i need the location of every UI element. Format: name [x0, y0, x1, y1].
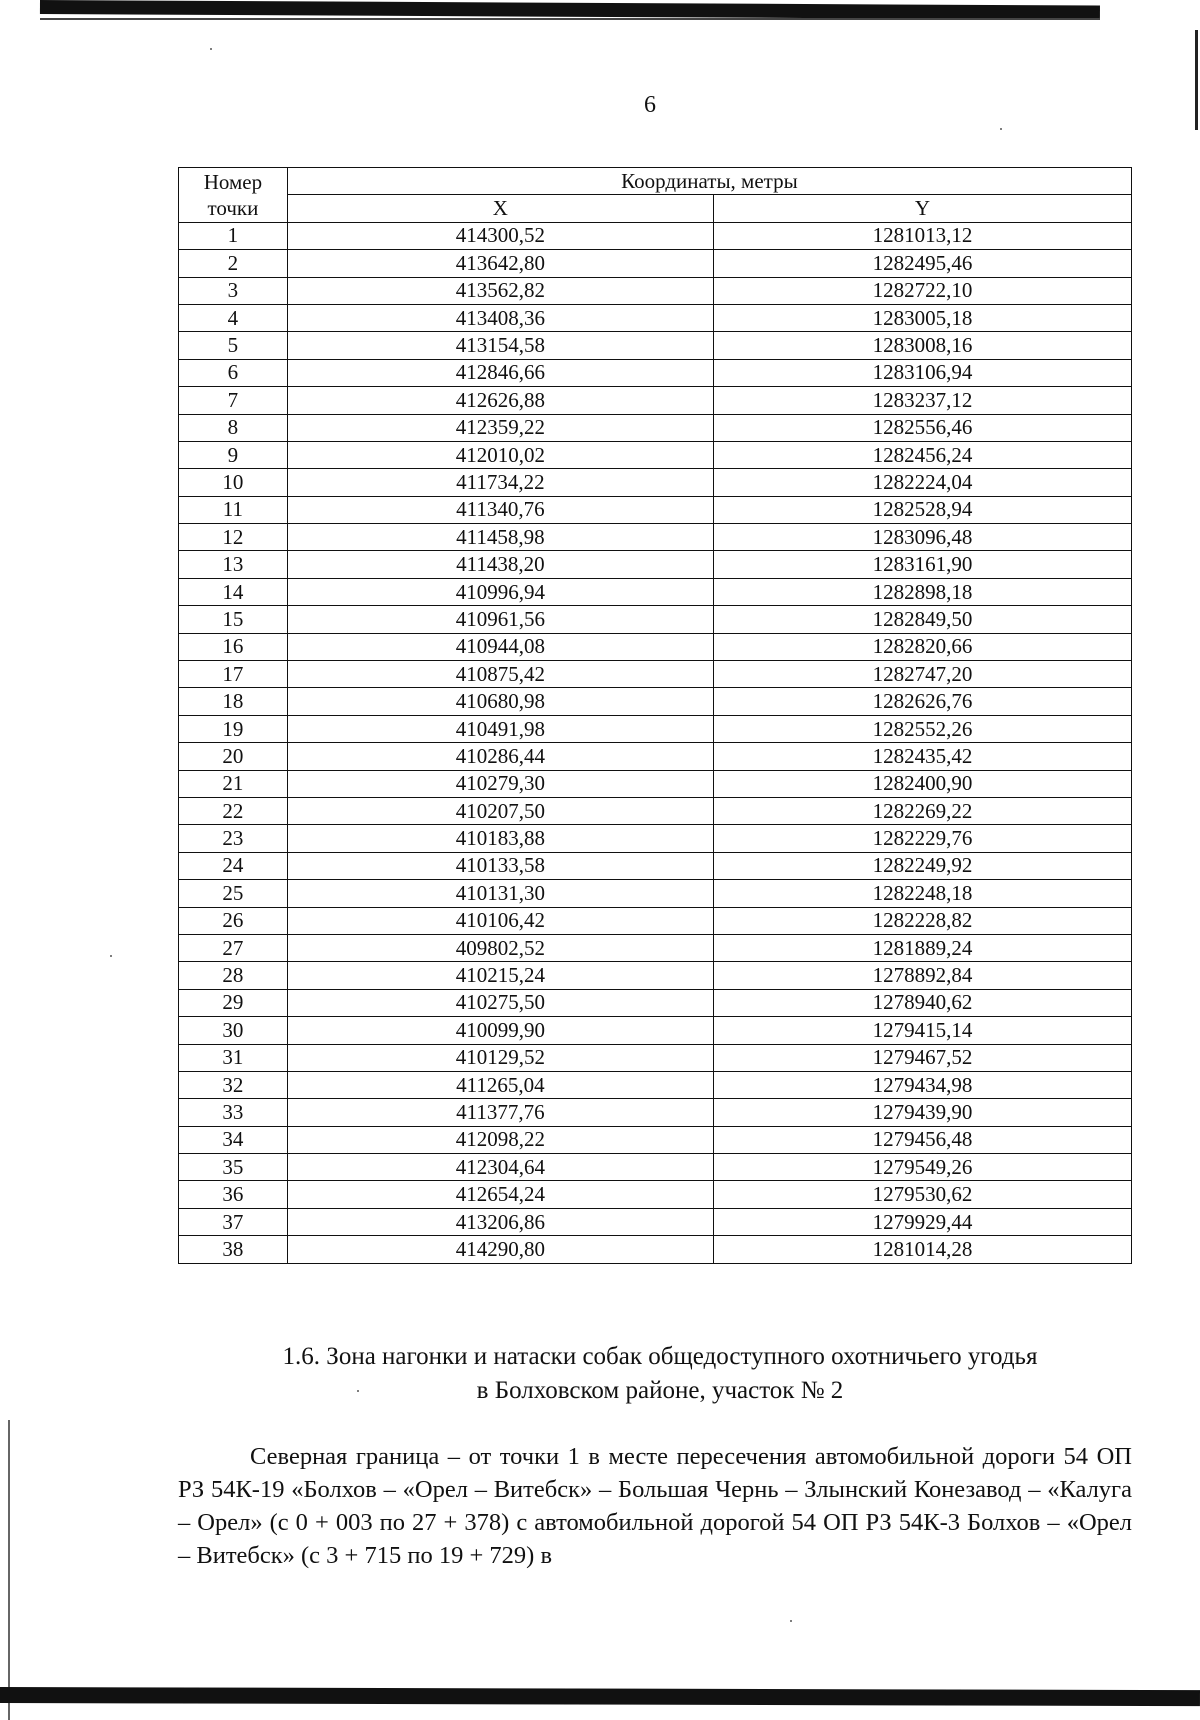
point-number-cell: 23	[179, 825, 288, 852]
y-coordinate-cell: 1283161,90	[713, 551, 1131, 578]
y-coordinate-cell: 1281013,12	[713, 222, 1131, 249]
point-number-cell: 27	[179, 934, 288, 961]
table-row	[179, 1044, 1132, 1071]
table-row	[179, 304, 1132, 331]
x-coordinate-cell: 410275,50	[287, 989, 713, 1016]
table-row	[179, 852, 1132, 879]
point-number-cell: 26	[179, 907, 288, 934]
point-number-cell: 38	[179, 1236, 288, 1263]
x-coordinate-cell: 410279,30	[287, 770, 713, 797]
point-number-cell: 3	[179, 277, 288, 304]
y-coordinate-cell: 1278940,62	[713, 989, 1131, 1016]
scan-border-top-line	[40, 18, 1100, 20]
y-coordinate-cell: 1282456,24	[713, 441, 1131, 468]
table-row	[179, 1071, 1132, 1098]
y-coordinate-cell: 1282556,46	[713, 414, 1131, 441]
table-row	[179, 770, 1132, 797]
point-number-cell: 4	[179, 304, 288, 331]
table-row	[179, 606, 1132, 633]
x-coordinate-cell: 410133,58	[287, 852, 713, 879]
y-coordinate-cell: 1282249,92	[713, 852, 1131, 879]
scan-speck	[110, 955, 112, 957]
header-y: Y	[713, 195, 1131, 222]
header-coordinates: Координаты, метры	[287, 168, 1131, 195]
y-coordinate-cell: 1279929,44	[713, 1208, 1131, 1235]
y-coordinate-cell: 1279467,52	[713, 1044, 1131, 1071]
table-row	[179, 715, 1132, 742]
y-coordinate-cell: 1282898,18	[713, 578, 1131, 605]
point-number-cell: 13	[179, 551, 288, 578]
x-coordinate-cell: 413408,36	[287, 304, 713, 331]
table-row	[179, 825, 1132, 852]
x-coordinate-cell: 410286,44	[287, 743, 713, 770]
x-coordinate-cell: 411377,76	[287, 1099, 713, 1126]
point-number-cell: 35	[179, 1154, 288, 1181]
point-number-cell: 33	[179, 1099, 288, 1126]
x-coordinate-cell: 413154,58	[287, 332, 713, 359]
y-coordinate-cell: 1279456,48	[713, 1126, 1131, 1153]
table-row	[179, 277, 1132, 304]
x-coordinate-cell: 410680,98	[287, 688, 713, 715]
y-coordinate-cell: 1282495,46	[713, 250, 1131, 277]
scan-speck	[790, 1620, 792, 1622]
y-coordinate-cell: 1282229,76	[713, 825, 1131, 852]
x-coordinate-cell: 410961,56	[287, 606, 713, 633]
x-coordinate-cell: 410875,42	[287, 661, 713, 688]
point-number-cell: 9	[179, 441, 288, 468]
table-row	[179, 661, 1132, 688]
point-number-cell: 30	[179, 1017, 288, 1044]
point-number-cell: 28	[179, 962, 288, 989]
x-coordinate-cell: 410106,42	[287, 907, 713, 934]
x-coordinate-cell: 411458,98	[287, 524, 713, 551]
point-number-cell: 18	[179, 688, 288, 715]
table-row	[179, 633, 1132, 660]
x-coordinate-cell: 412654,24	[287, 1181, 713, 1208]
x-coordinate-cell: 411438,20	[287, 551, 713, 578]
table-body	[179, 222, 1132, 1263]
y-coordinate-cell: 1279549,26	[713, 1154, 1131, 1181]
y-coordinate-cell: 1282747,20	[713, 661, 1131, 688]
table-row	[179, 880, 1132, 907]
point-number-cell: 34	[179, 1126, 288, 1153]
x-coordinate-cell: 411734,22	[287, 469, 713, 496]
point-number-cell: 20	[179, 743, 288, 770]
scan-edge-left	[8, 1420, 10, 1720]
section-title-line-1: 1.6. Зона нагонки и натаски собак общедоступного охотничьего угодья	[282, 1343, 1038, 1370]
x-coordinate-cell: 409802,52	[287, 934, 713, 961]
x-coordinate-cell: 410996,94	[287, 578, 713, 605]
table-row	[179, 688, 1132, 715]
table-row	[179, 934, 1132, 961]
y-coordinate-cell: 1283096,48	[713, 524, 1131, 551]
point-number-cell: 10	[179, 469, 288, 496]
table-row	[179, 1017, 1132, 1044]
table-row	[179, 441, 1132, 468]
table-row	[179, 962, 1132, 989]
point-number-cell: 14	[179, 578, 288, 605]
coordinates-table	[178, 167, 1132, 1264]
point-number-cell: 19	[179, 715, 288, 742]
table-row	[179, 1208, 1132, 1235]
point-number-cell: 22	[179, 797, 288, 824]
point-number-cell: 29	[179, 989, 288, 1016]
y-coordinate-cell: 1282722,10	[713, 277, 1131, 304]
y-coordinate-cell: 1282228,82	[713, 907, 1131, 934]
scan-speck	[210, 48, 212, 50]
table-row	[179, 1099, 1132, 1126]
y-coordinate-cell: 1281889,24	[713, 934, 1131, 961]
x-coordinate-cell: 414300,52	[287, 222, 713, 249]
header-x: X	[287, 195, 713, 222]
table-row	[179, 414, 1132, 441]
x-coordinate-cell: 410183,88	[287, 825, 713, 852]
point-number-cell: 15	[179, 606, 288, 633]
table-row	[179, 907, 1132, 934]
header-point-number: Номер точки	[179, 168, 288, 223]
x-coordinate-cell: 410129,52	[287, 1044, 713, 1071]
section-title-line-2: в Болховском районе, участок № 2	[476, 1377, 844, 1404]
point-number-cell: 16	[179, 633, 288, 660]
x-coordinate-cell: 411265,04	[287, 1071, 713, 1098]
point-number-cell: 25	[179, 880, 288, 907]
table-row	[179, 332, 1132, 359]
scan-border-top	[40, 0, 1100, 20]
x-coordinate-cell: 412098,22	[287, 1126, 713, 1153]
y-coordinate-cell: 1282552,26	[713, 715, 1131, 742]
point-number-cell: 11	[179, 496, 288, 523]
x-coordinate-cell: 412010,02	[287, 441, 713, 468]
x-coordinate-cell: 413642,80	[287, 250, 713, 277]
table-row	[179, 496, 1132, 523]
table-row	[179, 797, 1132, 824]
table-row	[179, 524, 1132, 551]
x-coordinate-cell: 410944,08	[287, 633, 713, 660]
x-coordinate-cell: 413206,86	[287, 1208, 713, 1235]
y-coordinate-cell: 1279530,62	[713, 1181, 1131, 1208]
section-title	[190, 1340, 1130, 1408]
y-coordinate-cell: 1278892,84	[713, 962, 1131, 989]
point-number-cell: 8	[179, 414, 288, 441]
x-coordinate-cell: 412846,66	[287, 359, 713, 386]
x-coordinate-cell: 410099,90	[287, 1017, 713, 1044]
point-number-cell: 6	[179, 359, 288, 386]
x-coordinate-cell: 412359,22	[287, 414, 713, 441]
x-coordinate-cell: 414290,80	[287, 1236, 713, 1263]
table-row	[179, 989, 1132, 1016]
table-row	[179, 387, 1132, 414]
y-coordinate-cell: 1283237,12	[713, 387, 1131, 414]
y-coordinate-cell: 1282820,66	[713, 633, 1131, 660]
y-coordinate-cell: 1282626,76	[713, 688, 1131, 715]
y-coordinate-cell: 1279415,14	[713, 1017, 1131, 1044]
page-number: 6	[644, 92, 656, 118]
point-number-cell: 37	[179, 1208, 288, 1235]
point-number-cell: 1	[179, 222, 288, 249]
point-number-cell: 7	[179, 387, 288, 414]
x-coordinate-cell: 412626,88	[287, 387, 713, 414]
table-row	[179, 1181, 1132, 1208]
point-number-cell: 21	[179, 770, 288, 797]
y-coordinate-cell: 1279439,90	[713, 1099, 1131, 1126]
y-coordinate-cell: 1282849,50	[713, 606, 1131, 633]
y-coordinate-cell: 1282224,04	[713, 469, 1131, 496]
table-row	[179, 250, 1132, 277]
scan-border-bottom	[0, 1687, 1200, 1706]
y-coordinate-cell: 1281014,28	[713, 1236, 1131, 1263]
y-coordinate-cell: 1282400,90	[713, 770, 1131, 797]
point-number-cell: 31	[179, 1044, 288, 1071]
table-row	[179, 551, 1132, 578]
table-row	[179, 469, 1132, 496]
table-row	[179, 1126, 1132, 1153]
x-coordinate-cell: 410131,30	[287, 880, 713, 907]
table-row	[179, 222, 1132, 249]
y-coordinate-cell: 1283005,18	[713, 304, 1131, 331]
x-coordinate-cell: 411340,76	[287, 496, 713, 523]
scan-speck	[1000, 128, 1002, 130]
y-coordinate-cell: 1282269,22	[713, 797, 1131, 824]
x-coordinate-cell: 413562,82	[287, 277, 713, 304]
point-number-cell: 2	[179, 250, 288, 277]
y-coordinate-cell: 1283106,94	[713, 359, 1131, 386]
point-number-cell: 24	[179, 852, 288, 879]
point-number-cell: 36	[179, 1181, 288, 1208]
point-number-cell: 12	[179, 524, 288, 551]
y-coordinate-cell: 1282435,42	[713, 743, 1131, 770]
x-coordinate-cell: 412304,64	[287, 1154, 713, 1181]
table-row	[179, 359, 1132, 386]
boundary-description: Северная граница – от точки 1 в месте пересечения автомобильной дороги 54 ОП РЗ 54К-19 «Болхов – «Орел – Витебск» – Большая Чернь – Злынский Конезавод – «Калуга – Орел» (с 0 + 003 по 27 + 378) с автомобильной дорогой 54 ОП РЗ 54К-3 Болхов – «Орел – Витебск» (с 3 + 715 по 19 + 729) в	[178, 1443, 1132, 1569]
y-coordinate-cell: 1279434,98	[713, 1071, 1131, 1098]
table-row	[179, 1236, 1132, 1263]
point-number-cell: 5	[179, 332, 288, 359]
y-coordinate-cell: 1282248,18	[713, 880, 1131, 907]
point-number-cell: 32	[179, 1071, 288, 1098]
table-row	[179, 743, 1132, 770]
y-coordinate-cell: 1282528,94	[713, 496, 1131, 523]
table-row	[179, 578, 1132, 605]
table-row	[179, 1154, 1132, 1181]
point-number-cell: 17	[179, 661, 288, 688]
x-coordinate-cell: 410491,98	[287, 715, 713, 742]
x-coordinate-cell: 410215,24	[287, 962, 713, 989]
y-coordinate-cell: 1283008,16	[713, 332, 1131, 359]
x-coordinate-cell: 410207,50	[287, 797, 713, 824]
